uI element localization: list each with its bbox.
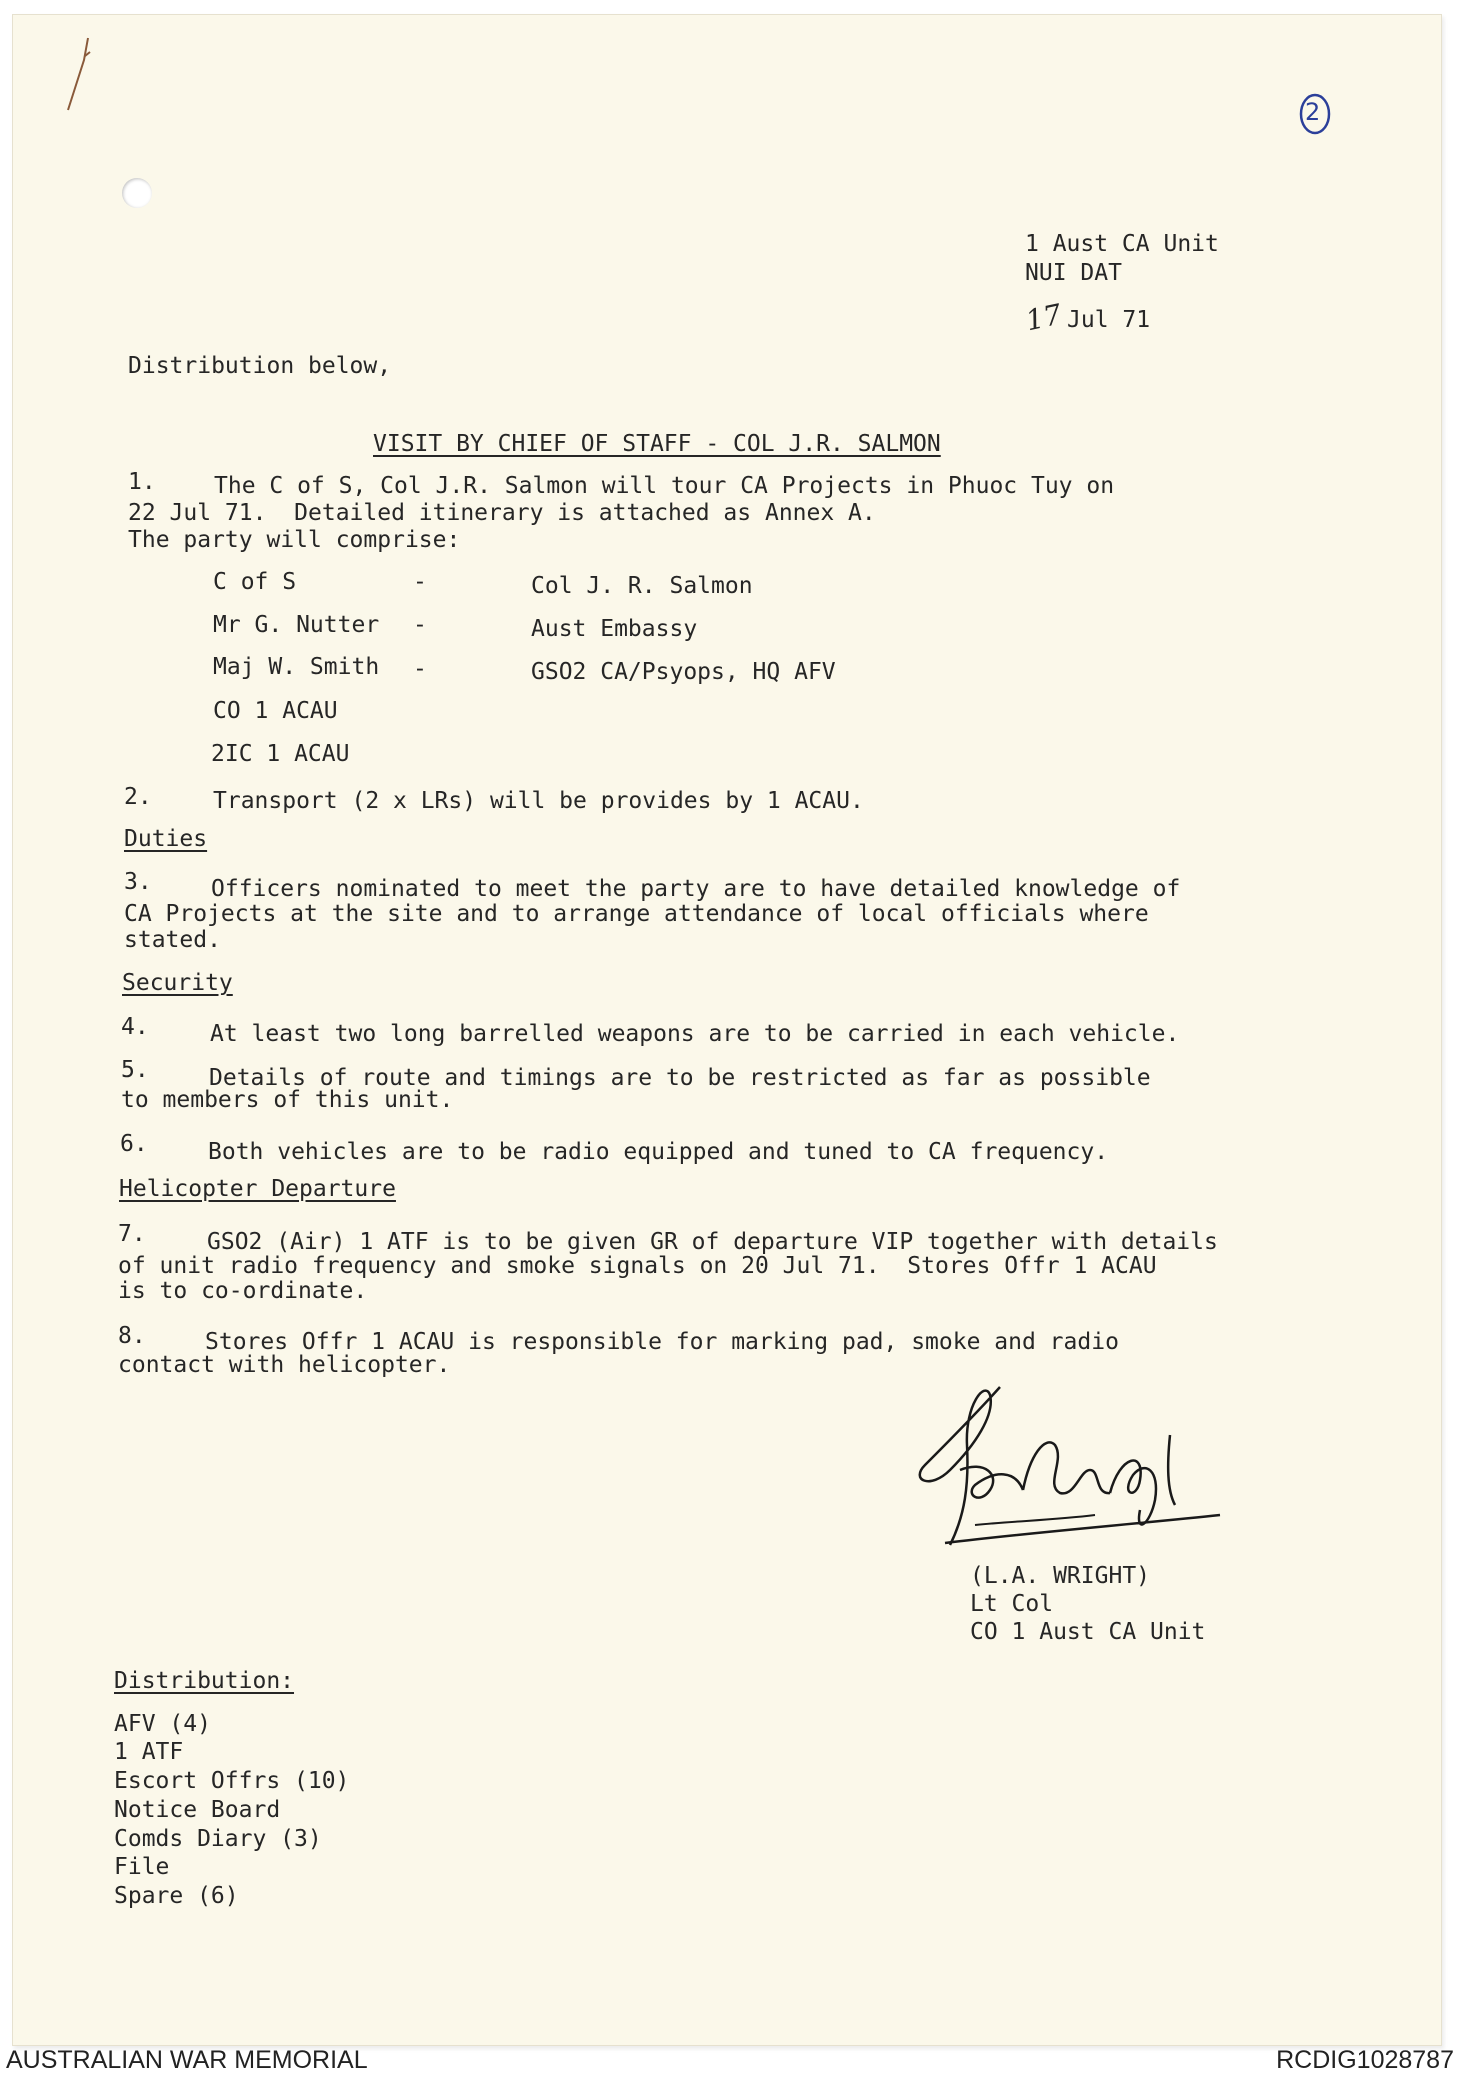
distribution-item: AFV (4) bbox=[114, 1711, 211, 1737]
para-8-line-1: Stores Offr 1 ACAU is responsible for marking pad, smoke and radio bbox=[205, 1329, 1119, 1355]
party-dash: - bbox=[413, 569, 427, 595]
para-1-line-2: 22 Jul 71. Detailed itinerary is attached as Annex A. bbox=[128, 500, 876, 526]
para-2-text: Transport (2 x LRs) will be provides by 1 ACAU. bbox=[213, 788, 864, 814]
signatory-name: (L.A. WRIGHT) bbox=[970, 1563, 1151, 1589]
distribution-heading: Distribution: bbox=[114, 1668, 295, 1694]
para-1-line-3: The party will comprise: bbox=[128, 527, 461, 553]
party-role: Mr G. Nutter bbox=[213, 612, 380, 638]
para-4-number: 4. bbox=[121, 1014, 149, 1040]
para-2-number: 2. bbox=[124, 784, 152, 810]
addressee: Distribution below, bbox=[128, 353, 392, 379]
heading-helicopter-departure: Helicopter Departure bbox=[119, 1176, 396, 1202]
folio-number: 2 bbox=[1305, 98, 1321, 126]
distribution-item: Comds Diary (3) bbox=[114, 1826, 322, 1852]
handwritten-day: 17 bbox=[1022, 297, 1065, 338]
distribution-item: Spare (6) bbox=[114, 1883, 239, 1909]
para-5-line-2: to members of this unit. bbox=[121, 1087, 454, 1113]
para-8-number: 8. bbox=[118, 1323, 146, 1349]
para-1-number: 1. bbox=[128, 469, 156, 495]
distribution-item: File bbox=[114, 1854, 170, 1880]
party-dash: - bbox=[413, 612, 427, 638]
para-3-line-3: stated. bbox=[124, 927, 221, 953]
letterhead-location: NUI DAT bbox=[1025, 260, 1122, 286]
party-detail: GSO2 CA/Psyops, HQ AFV bbox=[531, 659, 836, 685]
punch-hole bbox=[122, 178, 152, 208]
para-5-number: 5. bbox=[121, 1057, 149, 1083]
para-8-line-2: contact with helicopter. bbox=[118, 1352, 451, 1378]
heading-security: Security bbox=[122, 970, 233, 996]
para-6-text: Both vehicles are to be radio equipped and tuned to CA frequency. bbox=[208, 1139, 1109, 1165]
signatory-appointment: CO 1 Aust CA Unit bbox=[970, 1619, 1206, 1645]
para-3-line-2: CA Projects at the site and to arrange attendance of local officials where bbox=[124, 901, 1149, 927]
distribution-item: 1 ATF bbox=[114, 1739, 184, 1765]
para-7-line-2: of unit radio frequency and smoke signals on 20 Jul 71. Stores Offr 1 ACAU bbox=[118, 1253, 1157, 1279]
para-3-line-1: Officers nominated to meet the party are to have detailed knowledge of bbox=[211, 876, 1181, 902]
party-role: Maj W. Smith bbox=[213, 654, 380, 680]
memo-title: VISIT BY CHIEF OF STAFF - COL J.R. SALMON bbox=[373, 431, 941, 457]
distribution-item: Escort Offrs (10) bbox=[114, 1768, 350, 1794]
letterhead-date: Jul 71 bbox=[1067, 307, 1151, 333]
heading-duties: Duties bbox=[124, 826, 208, 852]
para-7-line-1: GSO2 (Air) 1 ATF is to be given GR of departure VIP together with details bbox=[207, 1229, 1218, 1255]
party-role: C of S bbox=[213, 569, 297, 595]
pencil-mark bbox=[40, 30, 100, 130]
party-detail: Col J. R. Salmon bbox=[531, 573, 753, 599]
para-7-number: 7. bbox=[118, 1221, 146, 1247]
para-3-number: 3. bbox=[124, 869, 152, 895]
letterhead-unit: 1 Aust CA Unit bbox=[1025, 231, 1219, 257]
signatory-rank: Lt Col bbox=[970, 1591, 1054, 1617]
footer-reference: RCDIG1028787 bbox=[1276, 2046, 1454, 2074]
party-dash: - bbox=[413, 656, 427, 682]
party-role: 2IC 1 ACAU bbox=[211, 741, 350, 767]
party-detail: Aust Embassy bbox=[531, 616, 698, 642]
handwritten-signature bbox=[905, 1375, 1245, 1555]
para-7-line-3: is to co-ordinate. bbox=[118, 1278, 368, 1304]
footer-source: AUSTRALIAN WAR MEMORIAL bbox=[6, 2046, 368, 2074]
para-1-line-1: The C of S, Col J.R. Salmon will tour CA Projects in Phuoc Tuy on bbox=[214, 473, 1115, 499]
party-role: CO 1 ACAU bbox=[213, 698, 338, 724]
para-5-line-1: Details of route and timings are to be restricted as far as possible bbox=[209, 1065, 1151, 1091]
para-6-number: 6. bbox=[120, 1131, 148, 1157]
distribution-item: Notice Board bbox=[114, 1797, 281, 1823]
para-4-text: At least two long barrelled weapons are to be carried in each vehicle. bbox=[210, 1021, 1180, 1047]
